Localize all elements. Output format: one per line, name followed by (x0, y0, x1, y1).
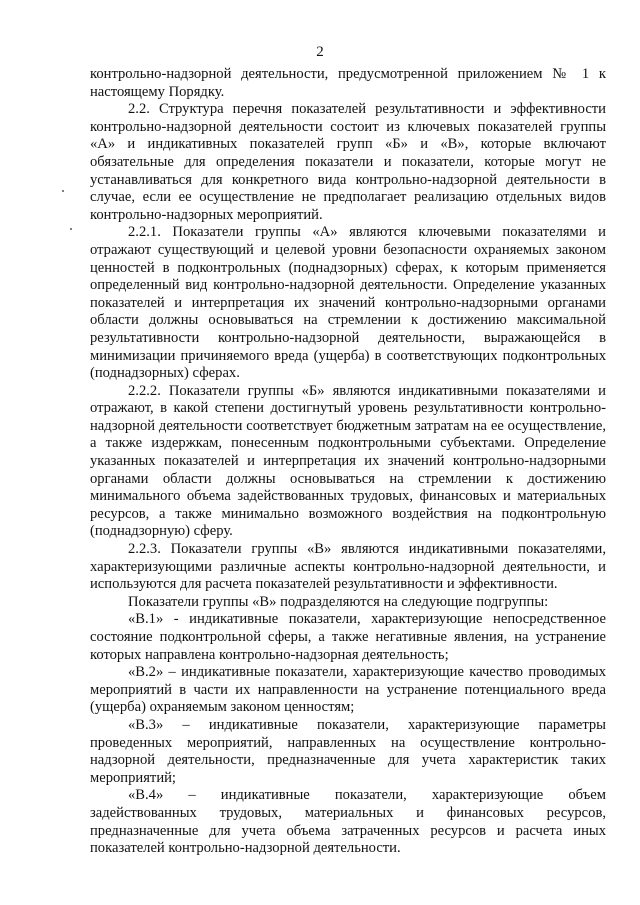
paragraph-2-2-1: 2.2.1. Показатели группы «А» являются ключевыми показателями и отражают существующий и целевой уровни безопасности охраняемых законом ценностей в подконтрольных (поднадзорных) сферах, к которым применяется определенный вид контрольно-надзорной деятельности. Определение указанных показателей и интерпретация их значений контрольно-надзорными органами области должны основываться на стремлении к достижению максимальной результативности контрольно-надзорной деятельности, выражающейся в минимизации причиняемого вреда (ущерба) в соответствующих подконтрольных (поднадзорных) сферах. (90, 224, 606, 382)
paragraph-continuation: контрольно-надзорной деятельности, предусмотренной приложением № 1 к настоящему Порядку. (90, 66, 606, 100)
page-number: 2 (316, 44, 324, 60)
scan-artifact (70, 228, 72, 230)
paragraph-v2: «В.2» – индикативные показатели, характеризующие качество проводимых мероприятий в части их направленности на устранение потенциального вреда (ущерба) охраняемым законом ценностям; (90, 664, 606, 716)
paragraph-v1: «В.1» - индикативные показатели, характеризующие непосредственное состояние подконтрольной сферы, а также негативные явления, на устранение которых направлена контрольно-надзорная деятельность; (90, 611, 606, 663)
paragraph-v4: «В.4» – индикативные показатели, характеризующие объем задействованных трудовых, материальных и финансовых ресурсов, предназначенные для учета объема затраченных ресурсов и расчета иных показателей контрольно-надзорной деятельности. (90, 787, 606, 857)
paragraph-v3: «В.3» – индикативные показатели, характеризующие параметры проведенных мероприятий, направленных на осуществление контрольно-надзорной деятельности, предназначенные для учета характеристик таких мероприятий; (90, 716, 606, 786)
paragraph-2-2-2: 2.2.2. Показатели группы «Б» являются индикативными показателями и отражают, в какой степени достигнутый уровень результативности контрольно-надзорной деятельности соответствует бюджетным затратам на ее осуществление, а также издержкам, понесенным подконтрольными субъектами. Определение указанных показателей и интерпретация их значений контрольно-надзорными органами области должны основываться на стремлении к достижению минимального объема задействованных трудовых, финансовых и материальных ресурсов, а также минимально возможного воздействия на подконтрольную (поднадзорную) сферу. (90, 382, 606, 540)
scan-artifact (62, 190, 64, 192)
paragraph-2-2: 2.2. Структура перечня показателей результативности и эффективности контрольно-надзорной деятельности состоит из ключевых показателей группы «А» и индикативных показателей групп «Б» и «В», которые включают обязательные для определения показатели и показатели, которые могут не устанавливаться для конкретного вида контрольно-надзорной деятельности в случае, если ее осуществление не предполагает реализацию отдельных видов контрольно-надзорных мероприятий. (90, 101, 606, 223)
paragraph-subgroups-intro: Показатели группы «В» подразделяются на следующие подгруппы: (128, 593, 549, 610)
paragraph-2-2-3: 2.2.3. Показатели группы «В» являются индикативными показателями, характеризующими различные аспекты контрольно-надзорной деятельности, и используются для расчета показателей результативности и эффективности. (90, 541, 606, 593)
document-body (90, 66, 606, 858)
